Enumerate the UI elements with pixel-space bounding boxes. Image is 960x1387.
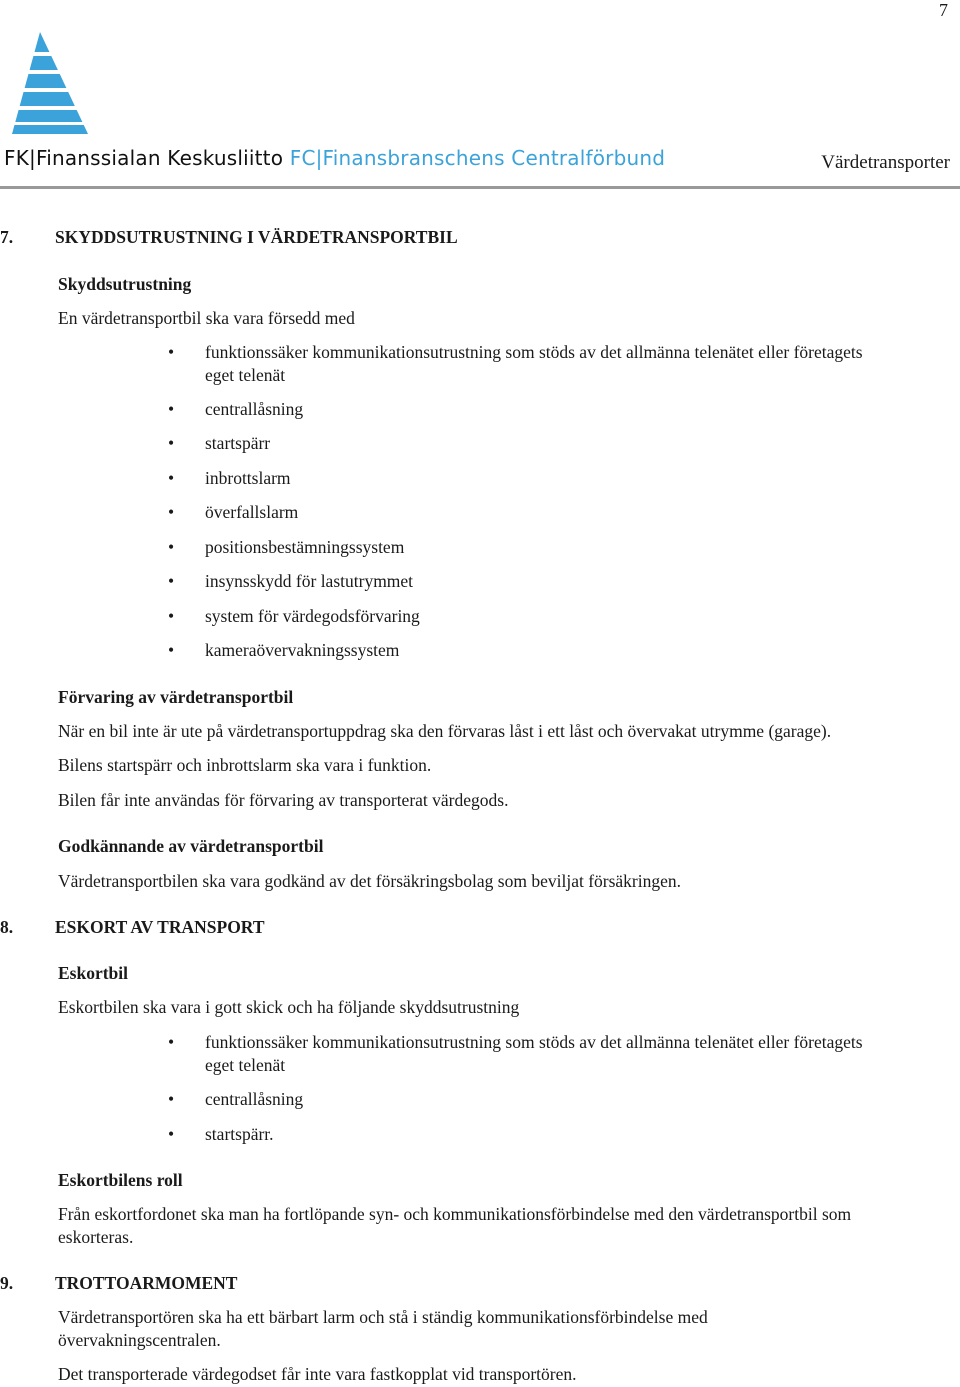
paragraph: Bilen får inte användas för förvaring av transporterat värdegods.: [58, 790, 509, 810]
bullet-marker: •: [168, 1032, 175, 1052]
list-item: startspärr.: [205, 1124, 274, 1144]
bullet-marker: •: [168, 342, 175, 362]
list-item: kameraövervakningssystem: [205, 640, 400, 660]
paragraph: Från eskortfordonet ska man ha fortlöpande syn- och kommunikationsförbindelse med den värdetransportbil som: [58, 1204, 852, 1224]
header-divider: [0, 186, 960, 189]
section-9-title: TROTTOARMOMENT: [55, 1273, 238, 1293]
paragraph: Bilens startspärr och inbrottslarm ska vara i funktion.: [58, 755, 432, 775]
page-number: 7: [939, 0, 948, 20]
logo-wordmark: [4, 146, 665, 170]
section-7-number: 7.: [0, 227, 14, 247]
logo-fk-text: FK|Finanssialan Keskusliitto: [4, 146, 284, 170]
section-8-title: ESKORT AV TRANSPORT: [55, 917, 265, 937]
section-7-title: SKYDDSUTRUSTNING I VÄRDETRANSPORTBIL: [55, 227, 458, 247]
bullet-marker: •: [168, 399, 175, 419]
bullet-marker: •: [168, 433, 175, 453]
fk-logo-icon: [0, 30, 95, 140]
bullet-marker: •: [168, 640, 175, 660]
list-item: system för värdegodsförvaring: [205, 606, 420, 626]
list-item: överfallslarm: [205, 502, 299, 522]
bullet-marker: •: [168, 571, 175, 591]
list-item: funktionssäker kommunikationsutrustning som stöds av det allmänna telenätet eller företagets: [205, 1032, 863, 1052]
bullet-marker: •: [168, 606, 175, 626]
list-item: funktionssäker kommunikationsutrustning som stöds av det allmänna telenätet eller företagets: [205, 342, 863, 362]
section-7-subheading-2: Förvaring av värdetransportbil: [58, 687, 294, 707]
list-item-continuation: eget telenät: [205, 1055, 286, 1075]
section-8-intro: Eskortbilen ska vara i gott skick och ha följande skyddsutrustning: [58, 997, 520, 1017]
bullet-marker: •: [168, 1089, 175, 1109]
document-title: Värdetransporter: [821, 152, 950, 173]
paragraph-continuation: eskorteras.: [58, 1227, 134, 1247]
paragraph: När en bil inte är ute på värdetransportuppdrag ska den förvaras låst i ett låst och övervakat utrymme (garage).: [58, 721, 832, 741]
section-7-subheading-3: Godkännande av värdetransportbil: [58, 836, 324, 856]
section-9-number: 9.: [0, 1273, 14, 1293]
paragraph-continuation: övervakningscentralen.: [58, 1330, 221, 1350]
bullet-marker: •: [168, 468, 175, 488]
list-item: centrallåsning: [205, 1089, 304, 1109]
list-item: insynsskydd för lastutrymmet: [205, 571, 414, 591]
list-item-continuation: eget telenät: [205, 365, 286, 385]
list-item: centrallåsning: [205, 399, 304, 419]
paragraph: Värdetransportören ska ha ett bärbart larm och stå i ständig kommunikationsförbindelse med: [58, 1307, 708, 1327]
section-8-subheading-2: Eskortbilens roll: [58, 1170, 183, 1190]
paragraph: Värdetransportbilen ska vara godkänd av det försäkringsbolag som beviljat försäkringen.: [58, 871, 682, 891]
section-8-subheading-1: Eskortbil: [58, 963, 129, 983]
paragraph: Det transporterade värdegodset får inte vara fastkopplat vid transportören.: [58, 1364, 577, 1384]
bullet-marker: •: [168, 537, 175, 557]
logo-fc-text: FC|Finansbranschens Centralförbund: [289, 146, 666, 170]
list-item: positionsbestämningssystem: [205, 537, 405, 557]
list-item: startspärr: [205, 433, 271, 453]
section-7-subheading-1: Skyddsutrustning: [58, 274, 192, 294]
list-item: inbrottslarm: [205, 468, 291, 488]
section-7-intro: En värdetransportbil ska vara försedd med: [58, 308, 355, 328]
bullet-marker: •: [168, 1124, 175, 1144]
bullet-marker: •: [168, 502, 175, 522]
section-8-number: 8.: [0, 917, 14, 937]
